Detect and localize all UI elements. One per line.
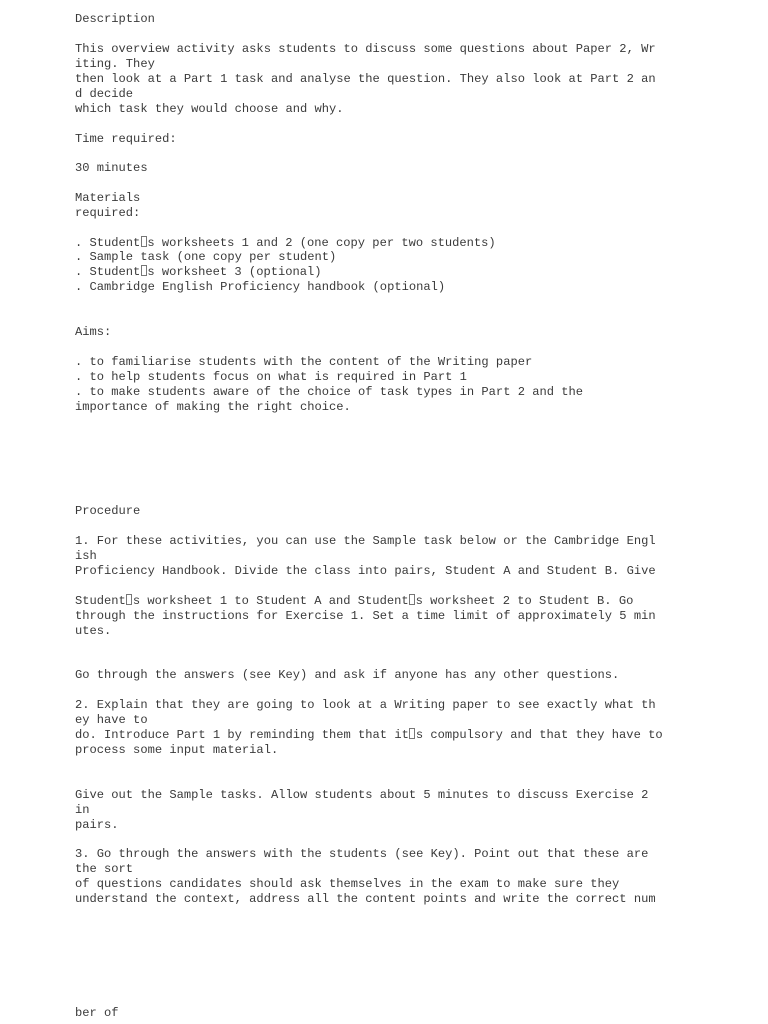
procedure-line: the sort bbox=[75, 862, 134, 876]
procedure-text: s worksheet 1 to Student A and Student bbox=[132, 594, 409, 608]
description-line: iting. They bbox=[75, 57, 155, 71]
description-line: This overview activity asks students to discuss some questions about Paper 2, Wr bbox=[75, 42, 656, 56]
missing-glyph-box bbox=[141, 265, 147, 276]
aims-line: importance of making the right choice. bbox=[75, 400, 351, 414]
missing-glyph-box bbox=[141, 236, 147, 247]
procedure-line: Give out the Sample tasks. Allow students about 5 minutes to discuss Exercise 2 bbox=[75, 788, 649, 802]
procedure-heading: Procedure bbox=[75, 504, 141, 518]
description-line: d decide bbox=[75, 87, 134, 101]
procedure-line: pairs. bbox=[75, 818, 119, 832]
missing-glyph-box bbox=[126, 594, 132, 605]
aims-line: . to help students focus on what is required in Part 1 bbox=[75, 370, 467, 384]
procedure-line: through the instructions for Exercise 1. Set a time limit of approximately 5 min bbox=[75, 609, 656, 623]
materials-item-text: . Student bbox=[75, 265, 141, 279]
aims-line: . to familiarise students with the content of the Writing paper bbox=[75, 355, 533, 369]
missing-glyph-box bbox=[409, 594, 415, 605]
procedure-line: understand the context, address all the content points and write the correct num bbox=[75, 892, 656, 906]
materials-label: required: bbox=[75, 206, 141, 220]
procedure-text: Student bbox=[75, 594, 126, 608]
procedure-line: ey have to bbox=[75, 713, 148, 727]
description-heading: Description bbox=[75, 12, 155, 26]
description-line: which task they would choose and why. bbox=[75, 102, 344, 116]
procedure-line: of questions candidates should ask themselves in the exam to make sure they bbox=[75, 877, 620, 891]
missing-glyph-box bbox=[409, 728, 415, 739]
procedure-line bbox=[75, 594, 633, 609]
procedure-line: ber of bbox=[75, 1006, 119, 1020]
procedure-text: s compulsory and that they have to bbox=[415, 728, 663, 742]
procedure-line: utes. bbox=[75, 624, 112, 638]
materials-item-text: . Student bbox=[75, 236, 141, 250]
materials-item bbox=[75, 265, 322, 280]
procedure-line: ish bbox=[75, 549, 97, 563]
time-label: Time required: bbox=[75, 132, 177, 146]
materials-item-text: s worksheet 3 (optional) bbox=[147, 265, 322, 279]
procedure-text: s worksheet 2 to Student B. Go bbox=[415, 594, 634, 608]
description-line: then look at a Part 1 task and analyse the question. They also look at Part 2 an bbox=[75, 72, 656, 86]
procedure-line: Proficiency Handbook. Divide the class into pairs, Student A and Student B. Give bbox=[75, 564, 656, 578]
procedure-line: in bbox=[75, 803, 90, 817]
materials-label: Materials bbox=[75, 191, 141, 205]
procedure-line: Go through the answers (see Key) and ask if anyone has any other questions. bbox=[75, 668, 620, 682]
procedure-line: 1. For these activities, you can use the Sample task below or the Cambridge Engl bbox=[75, 534, 656, 548]
time-value: 30 minutes bbox=[75, 161, 148, 175]
aims-heading: Aims: bbox=[75, 325, 112, 339]
aims-line: . to make students aware of the choice of task types in Part 2 and the bbox=[75, 385, 584, 399]
procedure-line: 2. Explain that they are going to look at a Writing paper to see exactly what th bbox=[75, 698, 656, 712]
materials-item: . Cambridge English Proficiency handbook (optional) bbox=[75, 280, 446, 294]
procedure-line bbox=[75, 728, 663, 743]
procedure-line: 3. Go through the answers with the students (see Key). Point out that these are bbox=[75, 847, 649, 861]
materials-item bbox=[75, 236, 496, 251]
materials-item-text: s worksheets 1 and 2 (one copy per two students) bbox=[147, 236, 496, 250]
procedure-text: do. Introduce Part 1 by reminding them that it bbox=[75, 728, 409, 742]
materials-item: . Sample task (one copy per student) bbox=[75, 250, 337, 264]
procedure-line: process some input material. bbox=[75, 743, 279, 757]
